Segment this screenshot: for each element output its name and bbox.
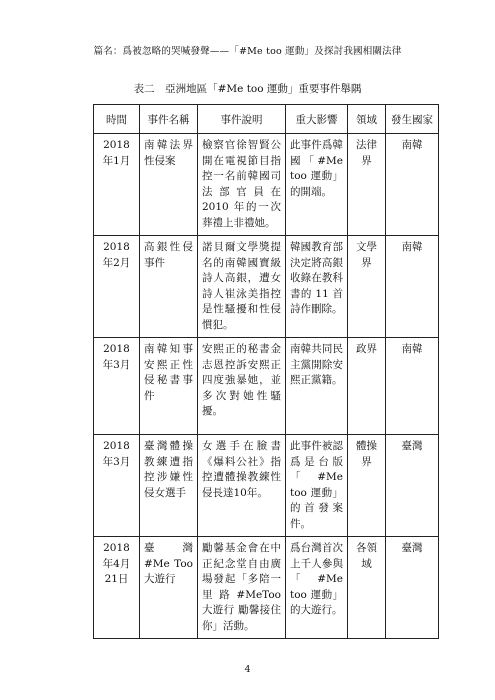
cell-impact: 此事件被認爲是台版「#Me too 運動」的首發案件。 — [286, 435, 348, 537]
cell-time: 2018年4月21日 — [94, 537, 140, 639]
events-table — [93, 104, 439, 639]
cell-description: 女選手在臉書《爆料公社》指控遭體操教練性侵長達10年。 — [198, 435, 286, 537]
page-number: 4 — [244, 664, 251, 675]
cell-country: 臺灣 — [386, 537, 439, 639]
cell-time: 2018年3月 — [94, 338, 140, 435]
cell-field: 文學界 — [348, 236, 386, 338]
cell-impact: 爲台灣首次上千人參與「#Me too 運動」的大遊行。 — [286, 537, 348, 639]
cell-time: 2018年1月 — [94, 134, 140, 236]
cell-name: 南韓知事安熙正性侵秘書事件 — [140, 338, 198, 435]
cell-description: 檢察官徐智賢公開在電視節目指控一名前韓國司法部官員在 2010 年的一次葬禮上非禮她。 — [198, 134, 286, 236]
cell-name: 南韓法界性侵案 — [140, 134, 198, 236]
cell-name: 高銀性侵事件 — [140, 236, 198, 338]
column-header-field: 領域 — [348, 105, 386, 134]
table-row — [94, 338, 439, 435]
table-row — [94, 134, 439, 236]
column-header-country: 發生國家 — [386, 105, 439, 134]
cell-impact: 南韓共同民主黨開除安熙正黨籍。 — [286, 338, 348, 435]
column-header-name: 事件名稱 — [140, 105, 198, 134]
cell-country: 南韓 — [386, 236, 439, 338]
cell-impact: 韓國教育部決定將高銀收錄在教科書的 11 首詩作刪除。 — [286, 236, 348, 338]
table-header-row — [94, 105, 439, 134]
table-row — [94, 435, 439, 537]
cell-field: 各領域 — [348, 537, 386, 639]
running-header: 篇名：爲被忽略的哭喊發聲——「#Me too 運動」及探討我國相關法律 — [93, 46, 402, 57]
table-row — [94, 537, 439, 639]
cell-description: 安熙正的秘書金志恩控訴安熙正四度強暴她，並多次對她性騷擾。 — [198, 338, 286, 435]
cell-field: 法律界 — [348, 134, 386, 236]
table-row — [94, 236, 439, 338]
cell-time: 2018年2月 — [94, 236, 140, 338]
cell-field: 政界 — [348, 338, 386, 435]
cell-country: 臺灣 — [386, 435, 439, 537]
cell-country: 南韓 — [386, 134, 439, 236]
cell-description: 諾貝爾文學獎提名的南韓國寶級詩人高銀，遭女詩人崔泳美指控是性騷擾和性侵慣犯。 — [198, 236, 286, 338]
column-header-impact: 重大影響 — [286, 105, 348, 134]
column-header-time: 時間 — [94, 105, 140, 134]
cell-country: 南韓 — [386, 338, 439, 435]
table-caption: 表二 亞洲地區「#Me too 運動」重要事件舉隅 — [133, 83, 362, 95]
cell-name: 臺灣 #Me Too 大遊行 — [140, 537, 198, 639]
cell-description: 勵馨基金會在中正紀念堂自由廣場發起「多陪一里路#MeToo 大遊行 勵馨接住你」活動。 — [198, 537, 286, 639]
cell-impact: 此事件爲韓國「#Me too 運動」的開端。 — [286, 134, 348, 236]
cell-name: 臺灣體操教練遭指控涉嫌性侵女選手 — [140, 435, 198, 537]
cell-time: 2018年3月 — [94, 435, 140, 537]
cell-field: 體操界 — [348, 435, 386, 537]
column-header-description: 事件說明 — [198, 105, 286, 134]
